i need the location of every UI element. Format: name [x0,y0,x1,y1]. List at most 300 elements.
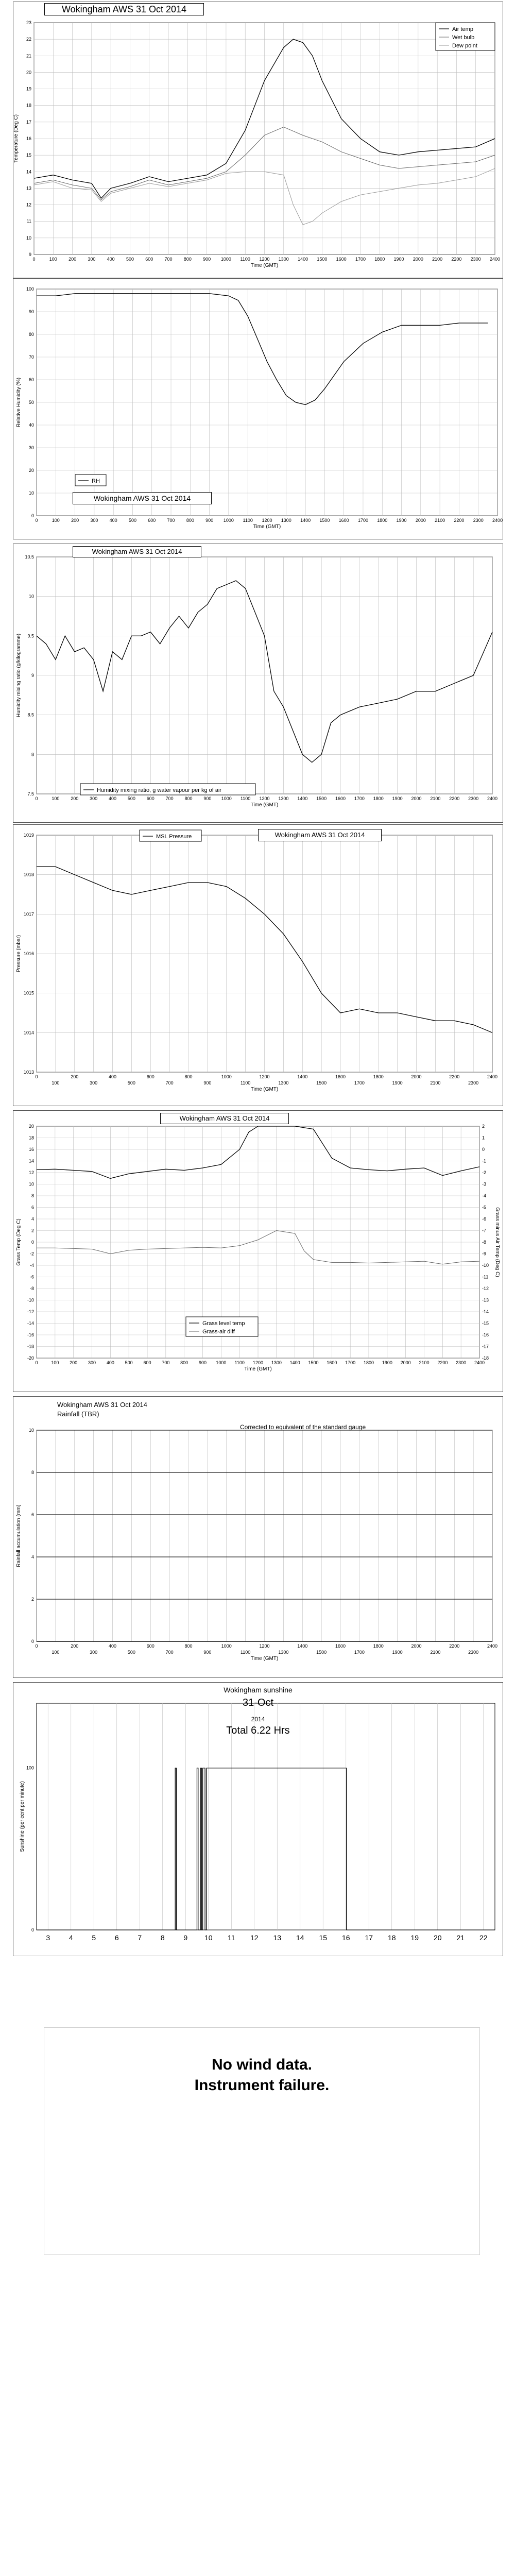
x-tick-label: 1700 [354,796,365,801]
x-tick-label: 1200 [259,796,270,801]
y-tick-label: 4 [31,1216,34,1222]
chart-title: Wokingham AWS 31 Oct 2014 [73,492,212,504]
y-tick-label: 60 [28,377,34,382]
x-tick-label: 400 [107,257,115,262]
x-tick-label: 500 [128,518,136,523]
x-tick-label: 900 [198,1360,207,1365]
x-tick-label: 15 [319,1934,328,1942]
x-tick-label: 1400 [297,1074,308,1079]
x-tick-label: 800 [183,257,192,262]
x-tick-label: 2000 [411,1074,422,1079]
x-tick-label: 1200 [252,1360,264,1365]
x-tick-label: 2100 [435,518,445,523]
y-tick-label: -4 [29,1263,34,1268]
x-tick-label: 1500 [316,796,327,801]
x-tick-label: 1200 [259,257,270,262]
y-tick-label: 6 [31,1205,34,1210]
y-tick-label: -10 [27,1297,34,1303]
x-tick-label: 1300 [278,257,289,262]
y-tick-label: 1019 [23,833,34,838]
x-tick-label: 900 [203,257,211,262]
y-tick-label: 8 [31,1470,34,1475]
x-tick-label: 400 [108,1643,117,1649]
x-tick-label: 0 [35,796,38,801]
x-tick-label: 900 [203,1080,212,1086]
y-tick-label: 0 [31,1240,34,1245]
x-tick-label: 1600 [338,518,349,523]
wind-notice-line1: No wind data. [212,2056,312,2073]
x-tick-label: 1900 [393,257,404,262]
legend-label: Grass-air diff [202,1329,235,1335]
y-tick-label: 10 [28,1428,34,1433]
x-tick-label: 18 [387,1934,396,1942]
y-tick-label: 2 [31,1597,34,1602]
chart-title: Wokingham sunshine [224,1686,293,1694]
x-tick-label: 2200 [449,796,460,801]
x-tick-label: 600 [145,257,153,262]
y-tick-label: 80 [28,332,34,337]
wind-notice-panel [44,2027,480,2255]
x-tick-label: 1000 [220,257,231,262]
x-tick-label: 100 [51,1360,59,1365]
x-tick-label: 2300 [468,1080,479,1086]
x-tick-label: 600 [146,796,154,801]
x-tick-label: 2200 [449,1643,460,1649]
x-axis-label: Time (GMT) [250,263,279,268]
x-tick-label: 2400 [487,1074,498,1079]
x-tick-label: 700 [164,257,173,262]
y-tick-label: 21 [26,53,31,59]
y-tick-label: 9.5 [27,633,34,639]
y2-tick-label: -17 [482,1344,489,1349]
mixing-ratio-chart-panel [13,544,503,823]
y-tick-label: 14 [26,169,31,175]
y2-tick-label: -3 [482,1181,487,1187]
x-tick-label: 800 [184,796,193,801]
x-tick-label: 2300 [470,257,481,262]
x-tick-label: 1000 [221,1074,232,1079]
x-tick-label: 11 [227,1934,235,1942]
y-tick-label: 8 [31,752,34,757]
y-tick-label: -16 [27,1332,34,1337]
chart-title: Wokingham AWS 31 Oct 2014 [44,3,204,15]
y-tick-label: 1013 [23,1070,34,1075]
x-tick-label: 2400 [487,1643,498,1649]
x-tick-label: 800 [180,1360,188,1365]
x-tick-label: 17 [365,1934,373,1942]
chart-title: Wokingham AWS 31 Oct 2014 [258,829,382,841]
x-tick-label: 4 [68,1934,73,1942]
x-tick-label: 2000 [411,1643,422,1649]
x-tick-label: 600 [146,1074,154,1079]
x-tick-label: 100 [49,257,57,262]
y-tick-label: 15 [26,152,31,158]
x-tick-label: 3 [46,1934,50,1942]
x-tick-label: 10 [204,1934,213,1942]
rainfall-chart [13,1397,503,1677]
x-tick-label: 2400 [487,796,498,801]
x-tick-label: 1700 [357,518,368,523]
x-tick-label: 9 [183,1934,188,1942]
y2-tick-label: -10 [482,1263,489,1268]
x-tick-label: 300 [88,257,96,262]
x-tick-label: 1100 [240,1650,251,1655]
y2-tick-label: 2 [482,1124,485,1129]
x-tick-label: 1400 [289,1360,300,1365]
x-tick-label: 800 [184,1074,193,1079]
x-tick-label: 1700 [354,1650,365,1655]
x-tick-label: 6 [114,1934,119,1942]
y2-tick-label: -8 [482,1240,487,1245]
sunshine-chart [13,1683,503,1956]
x-tick-label: 1900 [396,518,407,523]
x-tick-label: 100 [52,1650,60,1655]
x-tick-label: 0 [32,257,36,262]
x-tick-label: 12 [250,1934,259,1942]
x-tick-label: 1700 [345,1360,356,1365]
y-tick-label: 10 [28,490,34,496]
y2-tick-label: -15 [482,1320,489,1326]
y-tick-label: 10 [28,594,34,599]
x-tick-label: 2000 [411,796,422,801]
y-tick-label: -2 [29,1251,34,1257]
x-tick-label: 2100 [430,1650,441,1655]
x-tick-label: 1300 [278,1080,289,1086]
legend-label: Air temp [452,26,473,32]
y-tick-label: 1014 [23,1030,34,1036]
x-tick-label: 2200 [449,1074,460,1079]
x-tick-label: 1200 [259,1074,270,1079]
x-tick-label: 100 [52,518,60,523]
x-tick-label: 2200 [454,518,465,523]
x-tick-label: 800 [184,1643,193,1649]
x-tick-label: 1800 [373,1643,384,1649]
x-axis-label: Time (GMT) [250,802,279,808]
x-tick-label: 600 [146,1643,154,1649]
x-tick-label: 1600 [335,1643,346,1649]
grass-temp-chart-panel [13,1110,503,1392]
x-tick-label: 1000 [221,796,232,801]
x-tick-label: 1100 [240,796,251,801]
y2-tick-label: -1 [482,1158,487,1164]
x-tick-label: 100 [52,1080,60,1086]
x-tick-label: 2300 [456,1360,467,1365]
y-tick-label: 50 [28,400,34,405]
x-tick-label: 1900 [392,796,403,801]
x-tick-label: 1700 [354,1080,365,1086]
y2-tick-label: -5 [482,1205,487,1210]
x-tick-label: 2200 [437,1360,448,1365]
y-tick-label: 6 [31,1512,34,1517]
y-tick-label: 18 [28,1135,34,1141]
legend-label: RH [92,478,100,484]
x-tick-label: 600 [148,518,156,523]
pressure-chart [13,825,503,1106]
y-tick-label: 1016 [23,951,34,956]
y-axis-label: Rainfall accumulation (mm) [16,1504,22,1567]
y-tick-label: 0 [31,513,34,518]
y-tick-label: 0 [31,1639,34,1644]
x-tick-label: 1400 [300,518,311,523]
x-tick-label: 700 [162,1360,170,1365]
chart-year: 2014 [251,1716,265,1723]
legend-box [75,474,106,486]
x-tick-label: 0 [35,1643,38,1649]
x-tick-label: 500 [127,1650,135,1655]
x-tick-label: 2000 [400,1360,411,1365]
y-tick-label: -14 [27,1320,34,1326]
x-tick-label: 700 [165,1650,174,1655]
y2-tick-label: 0 [482,1147,485,1152]
x-tick-label: 2100 [430,1080,441,1086]
y-tick-label: 10 [28,1181,34,1187]
temperature-chart-panel [13,2,503,278]
y2-tick-label: -9 [482,1251,487,1257]
x-tick-label: 500 [125,1360,133,1365]
y-tick-label: 90 [28,309,34,314]
y2-tick-label: -4 [482,1193,487,1198]
y2-tick-label: -12 [482,1286,489,1291]
y-tick-label: 17 [26,119,31,125]
chart-title: Wokingham AWS 31 Oct 2014 [57,1401,147,1409]
y-tick-label: 18 [26,103,31,108]
y-axis-label: Pressure (mbar) [16,935,22,973]
y-tick-label: -12 [27,1309,34,1314]
x-tick-label: 1600 [336,257,347,262]
x-tick-label: 200 [71,518,79,523]
x-tick-label: 2400 [492,518,503,523]
chart-title: Wokingham AWS 31 Oct 2014 [73,546,201,557]
legend-label: Dew point [452,43,477,49]
x-axis-label: Time (GMT) [244,1366,272,1372]
x-tick-label: 0 [35,1360,38,1365]
x-tick-label: 300 [90,1650,98,1655]
x-tick-label: 300 [90,796,98,801]
x-tick-label: 1600 [327,1360,337,1365]
x-tick-label: 1500 [319,518,330,523]
x-tick-label: 2400 [489,257,501,262]
x-tick-label: 1900 [382,1360,392,1365]
y-tick-label: 12 [28,1170,34,1175]
x-tick-label: 2100 [432,257,443,262]
y-tick-label: 70 [28,354,34,360]
x-tick-label: 2300 [468,796,479,801]
y-tick-label: 14 [28,1158,34,1164]
x-tick-label: 900 [203,1650,212,1655]
y-axis-label: Relative Humidity (%) [16,377,22,428]
y2-tick-label: -11 [482,1274,489,1280]
y2-tick-label: -14 [482,1309,489,1314]
x-tick-label: 20 [433,1934,442,1942]
y-tick-label: 100 [26,1765,34,1771]
x-tick-label: 400 [109,518,117,523]
y-tick-label: 0 [31,1927,34,1933]
chart-title: Wokingham AWS 31 Oct 2014 [160,1113,289,1124]
x-tick-label: 400 [108,1074,117,1079]
y-tick-label: 20 [28,468,34,473]
x-tick-label: 1300 [271,1360,282,1365]
y-tick-label: 8 [31,1193,34,1198]
plot-area [37,1703,495,1930]
legend-label: Grass level temp [202,1320,245,1327]
x-tick-label: 1200 [262,518,272,523]
x-tick-label: 900 [203,796,212,801]
temperature-chart [13,2,503,278]
x-axis-label: Time (GMT) [253,524,281,530]
chart-subtitle: Rainfall (TBR) [57,1410,99,1418]
x-tick-label: 700 [167,518,175,523]
x-tick-label: 1500 [316,1080,327,1086]
y2-tick-label: -16 [482,1332,489,1337]
x-tick-label: 500 [127,1080,135,1086]
x-tick-label: 400 [106,1360,114,1365]
x-tick-label: 1700 [355,257,366,262]
x-tick-label: 1300 [278,1650,289,1655]
y-tick-label: 16 [26,136,31,141]
x-tick-label: 1000 [223,518,234,523]
x-axis-label: Time (GMT) [250,1656,279,1662]
y-tick-label: 10 [26,235,31,241]
x-tick-label: 500 [127,796,135,801]
x-tick-label: 19 [410,1934,419,1942]
y-tick-label: 12 [26,202,31,208]
x-tick-label: 200 [71,1074,79,1079]
legend-label: MSL Pressure [156,834,192,840]
x-tick-label: 1000 [216,1360,227,1365]
x-tick-label: 200 [70,1360,78,1365]
x-tick-label: 1400 [298,257,308,262]
x-tick-label: 13 [273,1934,282,1942]
y2-tick-label: -6 [482,1216,487,1222]
x-tick-label: 300 [90,518,98,523]
pressure-chart-panel [13,824,503,1106]
y-tick-label: 20 [28,1124,34,1129]
x-tick-label: 300 [88,1360,96,1365]
x-tick-label: 300 [90,1080,98,1086]
y2-tick-label: -13 [482,1297,489,1303]
y-tick-label: 100 [26,286,34,292]
y-tick-label: 19 [26,86,31,92]
x-tick-label: 8 [160,1934,165,1942]
x-tick-label: 14 [296,1934,304,1942]
legend-label: Humidity mixing ratio, g water vapour per kg of air [97,787,222,793]
y-tick-label: -20 [27,1355,34,1361]
x-tick-label: 2300 [468,1650,479,1655]
y2-tick-label: 1 [482,1135,485,1141]
x-tick-label: 1800 [374,257,385,262]
y-tick-label: 23 [26,20,31,25]
x-tick-label: 2100 [430,796,441,801]
x-tick-label: 1100 [240,257,250,262]
mixing-ratio-chart [13,544,503,822]
x-tick-label: 1800 [373,796,384,801]
x-tick-label: 200 [68,257,77,262]
legend-label: Wet bulb [452,35,475,41]
x-axis-label: Time (GMT) [250,1087,279,1092]
x-tick-label: 700 [165,796,174,801]
x-tick-label: 1200 [259,1643,270,1649]
y-axis-label: Temperature (Deg C) [13,114,19,163]
y-tick-label: -6 [29,1274,34,1280]
x-tick-label: 1500 [317,257,328,262]
chart-total: Total 6.22 Hrs [226,1725,290,1736]
y-tick-label: 40 [28,422,34,428]
x-tick-label: 200 [71,796,79,801]
y-tick-label: 4 [31,1554,34,1560]
x-tick-label: 1000 [221,1643,232,1649]
x-tick-label: 1300 [278,796,289,801]
x-tick-label: 1900 [392,1650,403,1655]
y-tick-label: 1017 [23,911,34,917]
x-tick-label: 1300 [281,518,291,523]
y-tick-label: 7.5 [27,791,34,796]
y-tick-label: 9 [28,252,31,257]
chart-subtitle: 31-Oct [242,1697,274,1708]
x-tick-label: 0 [35,518,38,523]
humidity-chart-panel [13,278,503,539]
grass-temp-chart [13,1111,503,1392]
x-tick-label: 800 [186,518,194,523]
y-tick-label: 20 [26,70,31,75]
x-tick-label: 1100 [234,1360,245,1365]
x-tick-label: 1800 [373,1074,384,1079]
y2-tick-label: -2 [482,1170,487,1175]
x-tick-label: 100 [52,796,60,801]
y-tick-label: 22 [26,37,31,42]
x-tick-label: 2000 [415,518,426,523]
x-tick-label: 22 [479,1934,488,1942]
y-tick-label: -8 [29,1286,34,1291]
x-tick-label: 1600 [335,1074,346,1079]
sunshine-chart-panel [13,1682,503,1956]
y-tick-label: 30 [28,445,34,450]
y-axis-label: Sunshine (per cent per minute) [20,1781,25,1852]
y-axis-label: Humidity mixing ratio (g/kilogramme) [16,633,22,718]
y-axis-label: Grass Temp (Deg C) [16,1218,22,1266]
y-tick-label: 10.5 [25,554,34,560]
y-tick-label: -18 [27,1344,34,1349]
x-tick-label: 1400 [297,796,308,801]
chart-annotation: Corrected to equivalent of the standard gauge [240,1423,366,1431]
y2-tick-label: -7 [482,1228,487,1233]
rainfall-chart-panel [13,1396,503,1678]
x-tick-label: 500 [126,257,134,262]
y-tick-label: 11 [26,218,31,224]
y-tick-label: 9 [31,673,34,678]
x-tick-label: 16 [341,1934,350,1942]
y-tick-label: 13 [26,185,31,191]
y2-tick-label: -18 [482,1355,489,1361]
x-tick-label: 900 [205,518,214,523]
x-tick-label: 2000 [413,257,423,262]
y-tick-label: 1018 [23,872,34,877]
x-tick-label: 1600 [335,796,346,801]
x-tick-label: 2200 [451,257,462,262]
x-tick-label: 21 [456,1934,465,1942]
x-tick-label: 1100 [240,1080,251,1086]
x-tick-label: 1500 [308,1360,319,1365]
y-tick-label: 2 [31,1228,34,1233]
x-tick-label: 1800 [363,1360,374,1365]
x-tick-label: 1500 [316,1650,327,1655]
y2-axis-label: Grass minus Air Temp (Deg C) [494,1207,500,1277]
x-tick-label: 1800 [377,518,388,523]
x-tick-label: 2100 [419,1360,430,1365]
y-tick-label: 8.5 [27,712,34,718]
x-tick-label: 200 [71,1643,79,1649]
x-tick-label: 400 [108,796,117,801]
x-tick-label: 2300 [473,518,484,523]
